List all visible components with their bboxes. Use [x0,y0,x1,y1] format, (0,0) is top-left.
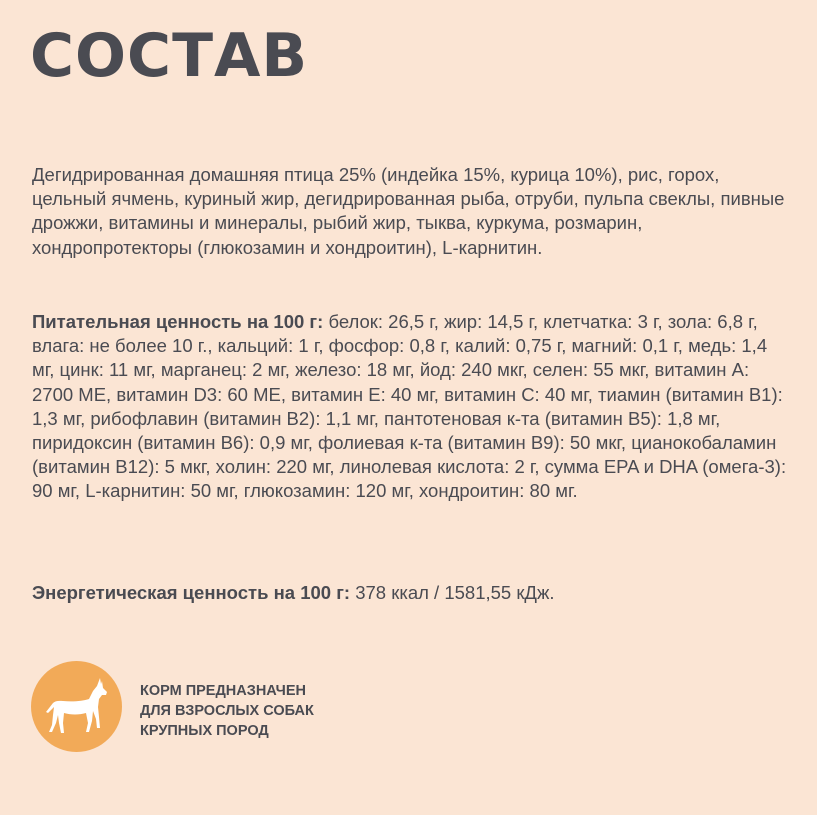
badge-line: ДЛЯ ВЗРОСЛЫХ СОБАК [140,703,314,719]
badge-note [140,681,314,741]
nutrition-section [32,310,792,504]
energy-value: 378 ккал / 1581,55 кДж. [355,582,555,603]
badge-line: КОРМ ПРЕДНАЗНАЧЕН [140,683,307,699]
dog-icon [43,675,109,737]
composition-text: Дегидрированная домашняя птица 25% (индейка 15%, курица 10%), рис, горох, цельный ячмень, куриный жир, дегидрированная рыба, отруби, пульпа свеклы, пивные дрожжи, витамины и минералы, рыбий жир, тыква, куркума, розмарин, хондропротекторы (глюкозамин и хондроитин), L-карнитин. [32,164,785,258]
badge-line: КРУПНЫХ ПОРОД [140,723,269,739]
nutrition-label: Питательная ценность на 100 г: [32,311,324,332]
dog-badge [31,661,122,752]
page-title: СОСТАВ [30,21,309,91]
energy-section [32,581,792,605]
energy-label: Энергетическая ценность на 100 г: [32,582,351,603]
nutrition-values: белок: 26,5 г, жир: 14,5 г, клетчатка: 3 г, зола: 6,8 г, влага: не более 10 г., кальций: 1 г, фосфор: 0,8 г, калий: 0,75 г, магний: 0,1 г, медь: 1,4 мг, цинк: 11 мг, марганец: 2 мг, железо: 18 мг, йод: 240 мкг, селен: 55 мкг, витамин А: 2700 МЕ, витамин D3: 60 МЕ, витамин Е: 40 мг, витамин С: 40 мг, тиамин (витамин В1): 1,3 мг, рибофлавин (витамин В2): 1,1 мг, пантотеновая к-та (витамин В5): 1,8 мг, пиридоксин (витамин В6): 0,9 мг, фолиевая к-та (витамин В9): 50 мкг, цианокобаламин (витамин В12): 5 мкг, холин: 220 мг, линолевая кислота: 2 г, сумма EPA и DHA (омега-3): 90 мг, L-карнитин: 50 мг, глюкозамин: 120 мг, хондроитин: 80 мг. [32,311,787,502]
